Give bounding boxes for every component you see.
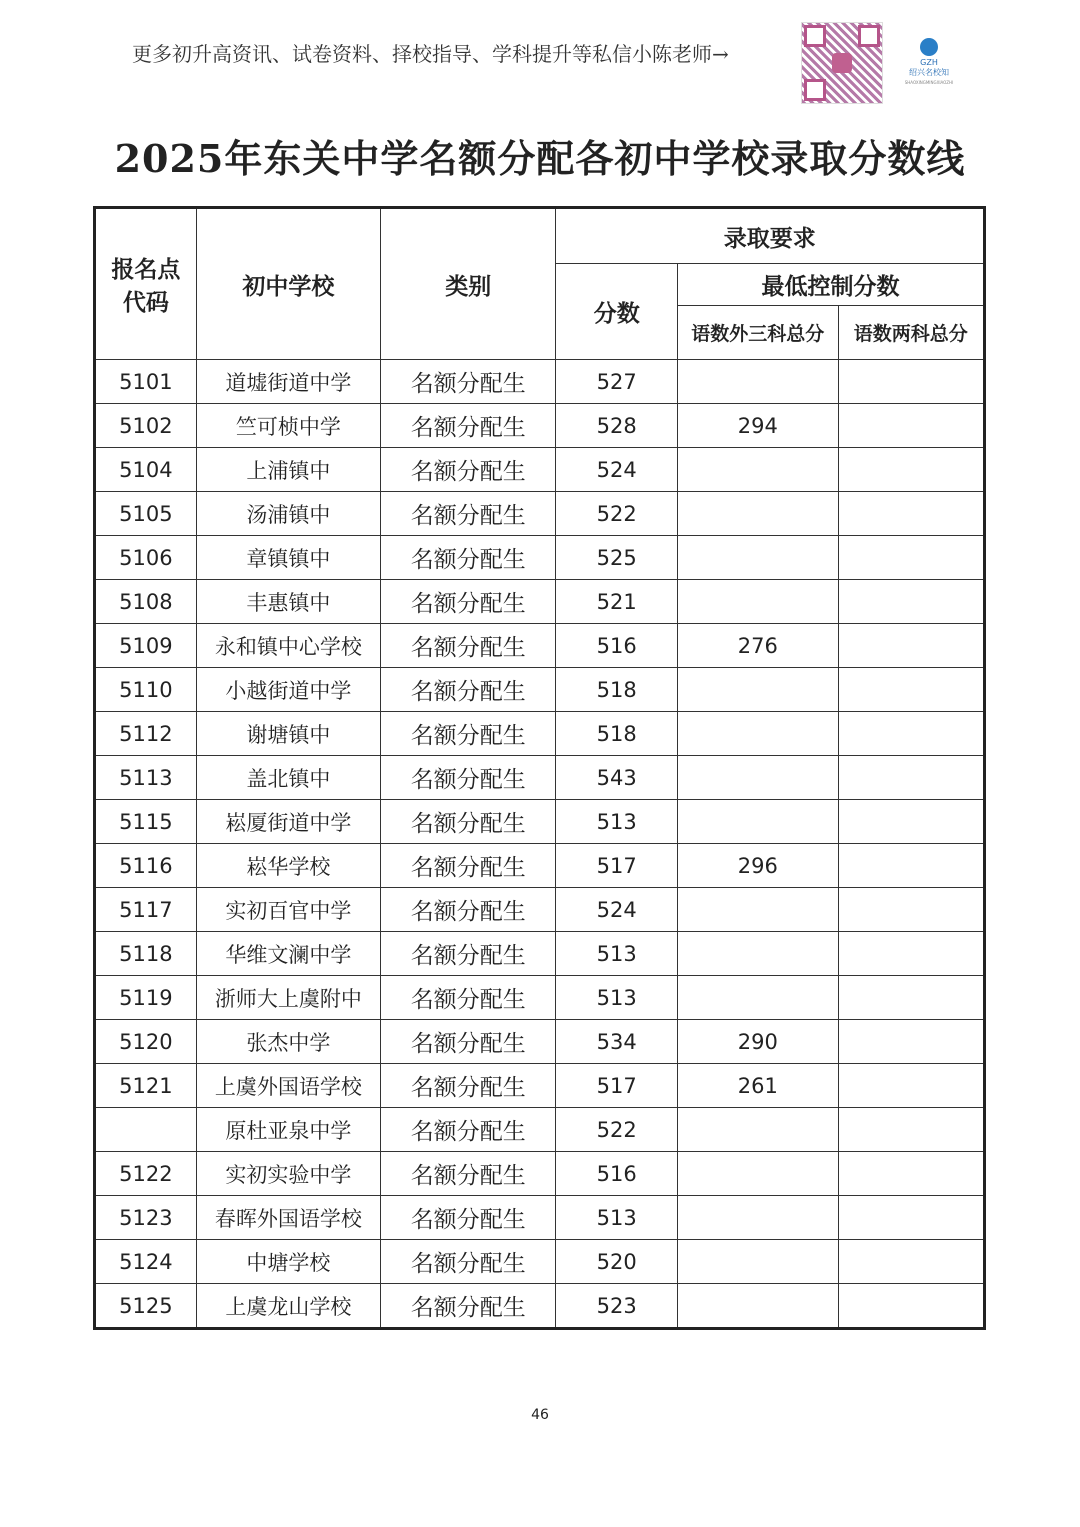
cell-code: 5118 — [95, 932, 197, 976]
cell-three — [678, 668, 838, 712]
header-school: 初中学校 — [196, 208, 380, 360]
cell-three: 296 — [678, 844, 838, 888]
header-requirement: 录取要求 — [556, 208, 985, 264]
cell-two — [838, 844, 985, 888]
cell-two — [838, 536, 985, 580]
cell-score: 516 — [556, 624, 678, 668]
cell-score: 543 — [556, 756, 678, 800]
table-row — [95, 492, 985, 536]
logo-sub: SHAOXINGMINGXIAOZHI — [904, 80, 954, 85]
cell-school: 上虞龙山学校 — [196, 1284, 380, 1329]
cell-category: 名额分配生 — [381, 932, 556, 976]
cell-three — [678, 800, 838, 844]
table-row — [95, 844, 985, 888]
cell-code: 5112 — [95, 712, 197, 756]
cell-category: 名额分配生 — [381, 492, 556, 536]
cell-three — [678, 932, 838, 976]
cell-score: 525 — [556, 536, 678, 580]
header-category: 类别 — [381, 208, 556, 360]
cell-school: 张杰中学 — [196, 1020, 380, 1064]
cell-school: 实初百官中学 — [196, 888, 380, 932]
cell-two — [838, 712, 985, 756]
table-row — [95, 1284, 985, 1329]
cell-category: 名额分配生 — [381, 536, 556, 580]
table-row — [95, 1064, 985, 1108]
header-three-subj: 语数外三科总分 — [678, 306, 838, 360]
table-row — [95, 800, 985, 844]
cell-three — [678, 976, 838, 1020]
cell-two — [838, 1196, 985, 1240]
cell-three — [678, 712, 838, 756]
table-row — [95, 756, 985, 800]
cell-code: 5119 — [95, 976, 197, 1020]
brand-logo — [903, 38, 955, 88]
cell-two — [838, 580, 985, 624]
cell-code: 5113 — [95, 756, 197, 800]
cell-category: 名额分配生 — [381, 1020, 556, 1064]
cell-three: 294 — [678, 404, 838, 448]
table-row — [95, 536, 985, 580]
cell-code: 5121 — [95, 1064, 197, 1108]
page-number: 46 — [531, 1407, 549, 1423]
cell-three — [678, 492, 838, 536]
cell-school: 春晖外国语学校 — [196, 1196, 380, 1240]
cell-three — [678, 1152, 838, 1196]
cell-category: 名额分配生 — [381, 1196, 556, 1240]
cell-three — [678, 536, 838, 580]
cell-school: 浙师大上虞附中 — [196, 976, 380, 1020]
cell-category: 名额分配生 — [381, 800, 556, 844]
cell-two — [838, 976, 985, 1020]
cell-two — [838, 1152, 985, 1196]
cell-two — [838, 800, 985, 844]
cell-two — [838, 888, 985, 932]
table-row — [95, 712, 985, 756]
cell-category: 名额分配生 — [381, 756, 556, 800]
cell-code: 5109 — [95, 624, 197, 668]
cell-code: 5101 — [95, 360, 197, 404]
cell-three — [678, 1196, 838, 1240]
cell-category: 名额分配生 — [381, 1108, 556, 1152]
cell-category: 名额分配生 — [381, 1152, 556, 1196]
cell-code: 5125 — [95, 1284, 197, 1329]
cell-three — [678, 448, 838, 492]
table-row — [95, 1196, 985, 1240]
score-table — [93, 206, 986, 1330]
cell-school: 章镇镇中 — [196, 536, 380, 580]
cell-score: 513 — [556, 1196, 678, 1240]
cell-two — [838, 360, 985, 404]
cell-category: 名额分配生 — [381, 580, 556, 624]
table-row — [95, 1108, 985, 1152]
cell-three — [678, 1240, 838, 1284]
cell-school: 上浦镇中 — [196, 448, 380, 492]
cell-two — [838, 756, 985, 800]
cell-school: 盖北镇中 — [196, 756, 380, 800]
cell-school: 中塘学校 — [196, 1240, 380, 1284]
logo-icon — [920, 38, 938, 56]
cell-code: 5110 — [95, 668, 197, 712]
table-row — [95, 624, 985, 668]
cell-two — [838, 624, 985, 668]
cell-three — [678, 360, 838, 404]
cell-code: 5102 — [95, 404, 197, 448]
cell-code: 5117 — [95, 888, 197, 932]
cell-school: 竺可桢中学 — [196, 404, 380, 448]
cell-two — [838, 1240, 985, 1284]
cell-school: 实初实验中学 — [196, 1152, 380, 1196]
cell-score: 524 — [556, 888, 678, 932]
cell-code: 5106 — [95, 536, 197, 580]
cell-three: 261 — [678, 1064, 838, 1108]
cell-school: 小越街道中学 — [196, 668, 380, 712]
cell-category: 名额分配生 — [381, 712, 556, 756]
cell-score: 513 — [556, 976, 678, 1020]
logo-name: 绍兴名校知 — [909, 68, 949, 77]
cell-two — [838, 1020, 985, 1064]
table-row — [95, 580, 985, 624]
cell-score: 528 — [556, 404, 678, 448]
table-row — [95, 976, 985, 1020]
cell-school: 丰惠镇中 — [196, 580, 380, 624]
cell-code: 5105 — [95, 492, 197, 536]
table-row — [95, 360, 985, 404]
cell-code — [95, 1108, 197, 1152]
cell-code: 5120 — [95, 1020, 197, 1064]
cell-category: 名额分配生 — [381, 360, 556, 404]
cell-code: 5122 — [95, 1152, 197, 1196]
cell-two — [838, 492, 985, 536]
cell-three — [678, 580, 838, 624]
table-row — [95, 1020, 985, 1064]
cell-two — [838, 932, 985, 976]
cell-code: 5124 — [95, 1240, 197, 1284]
table-row — [95, 1152, 985, 1196]
cell-two — [838, 1284, 985, 1329]
cell-two — [838, 1064, 985, 1108]
cell-score: 522 — [556, 492, 678, 536]
cell-score: 518 — [556, 668, 678, 712]
cell-score: 513 — [556, 932, 678, 976]
promo-text: 更多初升高资讯、试卷资料、择校指导、学科提升等私信小陈老师→ — [132, 42, 729, 66]
cell-category: 名额分配生 — [381, 976, 556, 1020]
cell-two — [838, 448, 985, 492]
cell-code: 5108 — [95, 580, 197, 624]
cell-three — [678, 1284, 838, 1329]
cell-two — [838, 1108, 985, 1152]
table-row — [95, 1240, 985, 1284]
table-row — [95, 404, 985, 448]
cell-category: 名额分配生 — [381, 1064, 556, 1108]
qr-code-icon — [801, 22, 883, 104]
cell-code: 5116 — [95, 844, 197, 888]
cell-score: 527 — [556, 360, 678, 404]
cell-score: 523 — [556, 1284, 678, 1329]
cell-school: 谢塘镇中 — [196, 712, 380, 756]
cell-category: 名额分配生 — [381, 624, 556, 668]
cell-category: 名额分配生 — [381, 888, 556, 932]
cell-school: 崧华学校 — [196, 844, 380, 888]
cell-school: 上虞外国语学校 — [196, 1064, 380, 1108]
cell-code: 5123 — [95, 1196, 197, 1240]
cell-three — [678, 756, 838, 800]
cell-category: 名额分配生 — [381, 1284, 556, 1329]
cell-score: 524 — [556, 448, 678, 492]
cell-category: 名额分配生 — [381, 404, 556, 448]
cell-three — [678, 1108, 838, 1152]
table-row — [95, 668, 985, 712]
cell-score: 517 — [556, 844, 678, 888]
table-row — [95, 888, 985, 932]
cell-school: 汤浦镇中 — [196, 492, 380, 536]
header-score: 分数 — [556, 264, 678, 360]
cell-score: 517 — [556, 1064, 678, 1108]
cell-score: 518 — [556, 712, 678, 756]
header-code: 报名点代码 — [95, 208, 197, 360]
cell-code: 5115 — [95, 800, 197, 844]
cell-three: 276 — [678, 624, 838, 668]
logo-abbr: GZH — [920, 58, 938, 67]
cell-school: 永和镇中心学校 — [196, 624, 380, 668]
cell-category: 名额分配生 — [381, 844, 556, 888]
cell-score: 513 — [556, 800, 678, 844]
page-title: 2025年东关中学名额分配各初中学校录取分数线 — [114, 136, 966, 181]
cell-two — [838, 404, 985, 448]
cell-two — [838, 668, 985, 712]
cell-category: 名额分配生 — [381, 668, 556, 712]
table-row — [95, 448, 985, 492]
header-two-subj: 语数两科总分 — [838, 306, 985, 360]
cell-score: 520 — [556, 1240, 678, 1284]
cell-school: 华维文澜中学 — [196, 932, 380, 976]
cell-school: 崧厦街道中学 — [196, 800, 380, 844]
cell-code: 5104 — [95, 448, 197, 492]
cell-school: 原杜亚泉中学 — [196, 1108, 380, 1152]
cell-three — [678, 888, 838, 932]
cell-school: 道墟街道中学 — [196, 360, 380, 404]
cell-score: 534 — [556, 1020, 678, 1064]
cell-category: 名额分配生 — [381, 1240, 556, 1284]
cell-score: 522 — [556, 1108, 678, 1152]
cell-category: 名额分配生 — [381, 448, 556, 492]
cell-three: 290 — [678, 1020, 838, 1064]
table-row — [95, 932, 985, 976]
header-min-control: 最低控制分数 — [678, 264, 985, 306]
cell-score: 516 — [556, 1152, 678, 1196]
cell-score: 521 — [556, 580, 678, 624]
